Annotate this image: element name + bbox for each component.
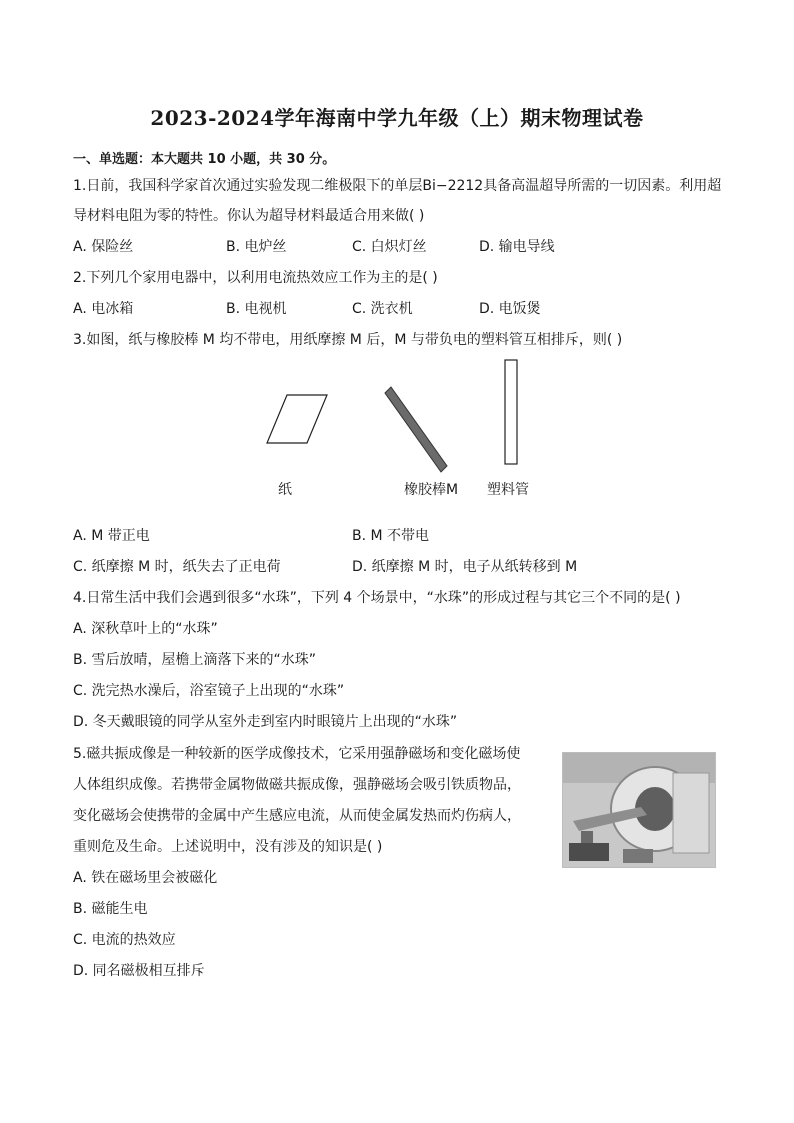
q3-stem: 3.如图，纸与橡胶棒 M 均不带电，用纸摩擦 M 后，M 与带负电的塑料管互相排斥，则( ) (73, 332, 623, 348)
q4-option-a: A. 深秋草叶上的“水珠” (73, 621, 218, 637)
q1-option-d: D. 输电导线 (479, 239, 555, 255)
q5-option-d: D. 同名磁极相互排斥 (73, 963, 205, 979)
q3-option-b: B. M 不带电 (352, 528, 430, 544)
plastic-tube-label: 塑料管 (487, 482, 529, 498)
q1-option-c: C. 白炽灯丝 (352, 239, 427, 255)
q5-stem-line2: 人体组织成像。若携带金属物做磁共振成像，强静磁场会吸引铁质物品， (73, 777, 521, 793)
q1-option-b: B. 电炉丝 (226, 239, 287, 255)
q4-stem: 4.日常生活中我们会遇到很多“水珠”，下列 4 个场景中，“水珠”的形成过程与其它三个不同的是( ) (73, 590, 681, 606)
q5-stem-line4: 重则危及生命。上述说明中，没有涉及的知识是( ) (73, 839, 383, 855)
q3-figure (0, 355, 794, 500)
mri-machine-photo (562, 752, 716, 868)
q5-stem-line3: 变化磁场会使携带的金属中产生感应电流，从而使金属发热而灼伤病人， (73, 808, 521, 824)
q3-option-c: C. 纸摩擦 M 时，纸失去了正电荷 (73, 559, 281, 575)
q5-stem-line1: 5.磁共振成像是一种较新的医学成像技术，它采用强静磁场和变化磁场使 (73, 746, 521, 762)
plastic-tube-shape (505, 360, 517, 464)
q4-option-d: D. 冬天戴眼镜的同学从室外走到室内时眼镜片上出现的“水珠” (73, 714, 458, 730)
q1-option-a: A. 保险丝 (73, 239, 134, 255)
q2-option-b: B. 电视机 (226, 301, 287, 317)
section-heading: 一、单选题：本大题共 10 小题，共 30 分。 (73, 152, 336, 167)
q4-option-c: C. 洗完热水澡后，浴室镜子上出现的“水珠” (73, 683, 345, 699)
q2-stem: 2.下列几个家用电器中，以利用电流热效应工作为主的是( ) (73, 270, 438, 286)
q3-option-a: A. M 带正电 (73, 528, 150, 544)
q3-figure-drawing (0, 355, 794, 500)
q2-option-d: D. 电饭煲 (479, 301, 541, 317)
q5-option-a: A. 铁在磁场里会被磁化 (73, 870, 218, 886)
paper-label: 纸 (278, 482, 292, 498)
q2-option-c: C. 洗衣机 (352, 301, 413, 317)
q1-stem-line2: 导材料电阻为零的特性。你认为超导材料最适合用来做( ) (73, 208, 425, 224)
q2-option-a: A. 电冰箱 (73, 301, 134, 317)
q4-option-b: B. 雪后放晴，屋檐上滴落下来的“水珠” (73, 652, 317, 668)
exam-title: 2023-2024学年海南中学九年级（上）期末物理试卷 (150, 106, 644, 130)
q3-option-d: D. 纸摩擦 M 时，电子从纸转移到 M (352, 559, 578, 575)
q5-option-b: B. 磁能生电 (73, 901, 148, 917)
paper-shape (267, 395, 327, 443)
rubber-rod-label: 橡胶棒M (404, 482, 459, 498)
q5-option-c: C. 电流的热效应 (73, 932, 176, 948)
q1-stem-line1: 1.日前，我国科学家首次通过实验发现二维极限下的单层Bi−2212具备高温超导所需的一切因素。利用超 (73, 178, 722, 194)
rubber-rod-shape (385, 387, 447, 472)
